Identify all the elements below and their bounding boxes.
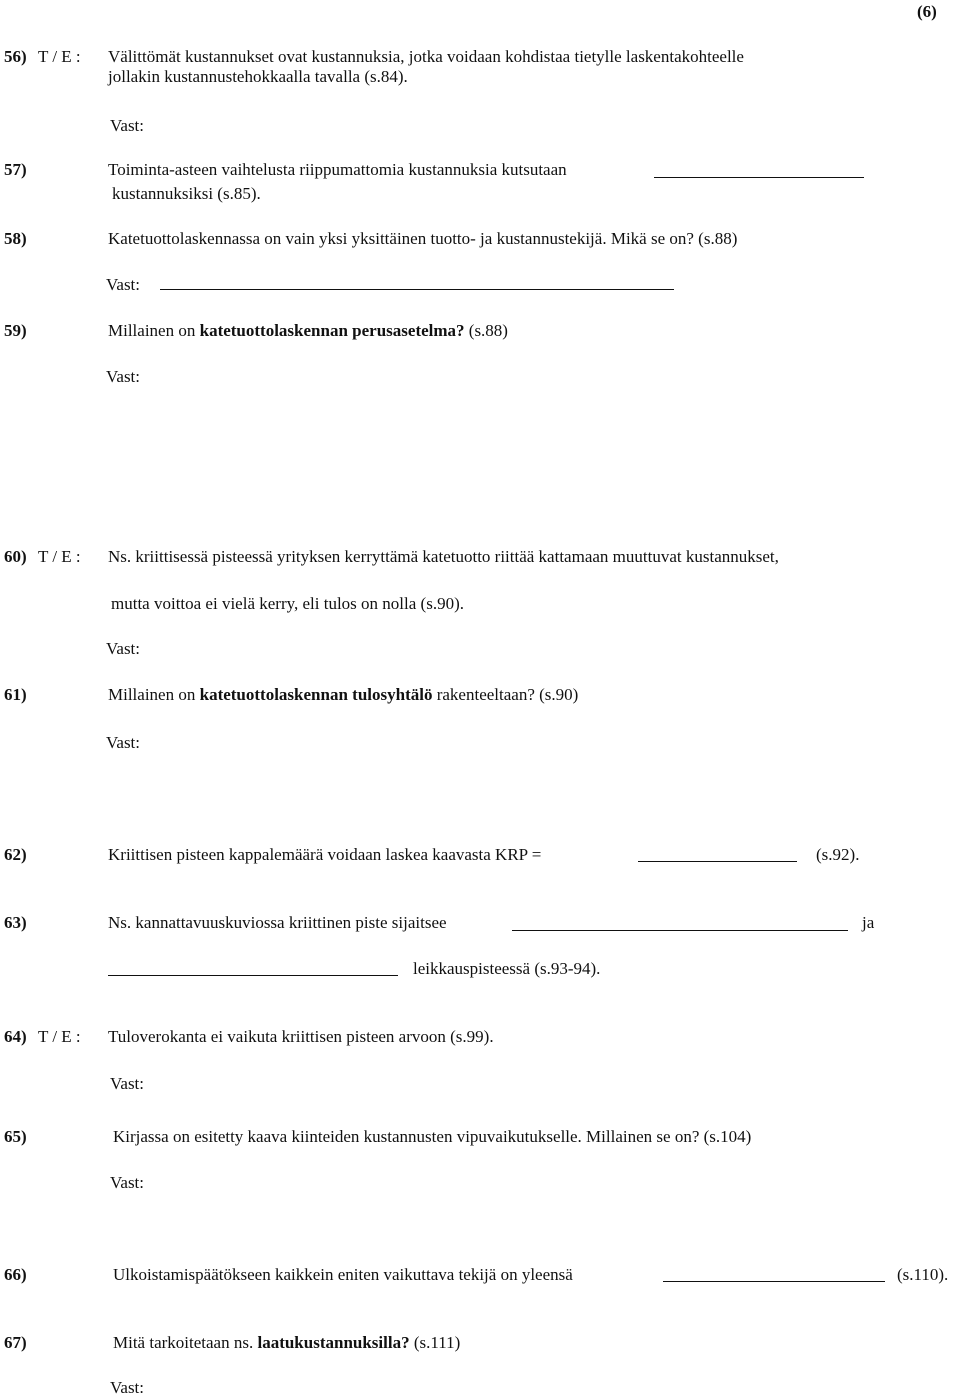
question-number: 57) (4, 160, 27, 179)
question-text: Millainen on katetuottolaskennan perusasetelma? (s.88) (108, 321, 508, 340)
true-false-marker: T / E : (38, 1027, 81, 1046)
question-number: 60) (4, 547, 27, 566)
question-text-line1: Toiminta-asteen vaihtelusta riippumattomia kustannuksia kutsutaan (108, 160, 567, 179)
question-text: Kriittisen pisteen kappalemäärä voidaan laskea kaavasta KRP = (108, 845, 542, 864)
page-number: (6) (917, 2, 937, 21)
question-text-line1: Ns. kriittisessä pisteessä yrityksen kerryttämä katetuotto riittää kattamaan muuttuvat kustannukset, (108, 547, 779, 566)
answer-label: Vast: (106, 275, 140, 294)
question-bold-term: katetuottolaskennan perusasetelma? (199, 321, 465, 340)
answer-label: Vast: (106, 367, 140, 386)
question-text: Katetuottolaskennassa on vain yksi yksittäinen tuotto- ja kustannustekijä. Mikä se on? (s.88) (108, 229, 738, 248)
answer-label: Vast: (106, 639, 140, 658)
answer-blank[interactable] (654, 177, 864, 178)
question-text: Ns. kannattavuuskuviossa kriittinen piste sijaitsee (108, 913, 447, 932)
answer-blank[interactable] (638, 861, 797, 862)
page-reference: (s.110). (897, 1265, 949, 1284)
question-text-line2: leikkauspisteessä (s.93-94). (413, 959, 601, 978)
question-text-line2: kustannuksiksi (s.85). (112, 184, 261, 203)
question-number: 58) (4, 229, 27, 248)
question-number: 66) (4, 1265, 27, 1284)
question-text-line1: Välittömät kustannukset ovat kustannuksia, jotka voidaan kohdistaa tietylle laskentakohteelle (108, 47, 744, 66)
answer-label: Vast: (106, 733, 140, 752)
question-number: 64) (4, 1027, 27, 1046)
answer-blank[interactable] (108, 975, 398, 976)
question-number: 63) (4, 913, 27, 932)
question-number: 59) (4, 321, 27, 340)
question-number: 65) (4, 1127, 27, 1146)
question-number: 56) (4, 47, 27, 66)
question-number: 62) (4, 845, 27, 864)
question-bold-term: katetuottolaskennan tulosyhtälö (199, 685, 433, 704)
answer-label: Vast: (110, 1074, 144, 1093)
question-number: 67) (4, 1333, 27, 1352)
question-text-line2: jollakin kustannustehokkaalla tavalla (s.84). (108, 67, 408, 86)
question-text: Ulkoistamispäätökseen kaikkein eniten vaikuttava tekijä on yleensä (113, 1265, 573, 1284)
page-reference: (s.92). (816, 845, 860, 864)
answer-label: Vast: (110, 1173, 144, 1192)
answer-label: Vast: (110, 116, 144, 135)
answer-blank[interactable] (663, 1281, 885, 1282)
question-text: Millainen on katetuottolaskennan tulosyhtälö rakenteeltaan? (s.90) (108, 685, 579, 704)
true-false-marker: T / E : (38, 47, 81, 66)
question-text-line2: mutta voittoa ei vielä kerry, eli tulos on nolla (s.90). (111, 594, 464, 613)
question-bold-term: laatukustannuksilla? (257, 1333, 410, 1352)
answer-label: Vast: (110, 1378, 144, 1397)
question-number: 61) (4, 685, 27, 704)
answer-blank[interactable] (512, 930, 848, 931)
question-text-ja: ja (862, 913, 875, 932)
question-text: Kirjassa on esitetty kaava kiinteiden kustannusten vipuvaikutukselle. Millainen se on? (s.104) (113, 1127, 752, 1146)
answer-blank[interactable] (160, 289, 674, 290)
question-text: Mitä tarkoitetaan ns. laatukustannuksilla? (s.111) (113, 1333, 461, 1352)
question-text: Tuloverokanta ei vaikuta kriittisen pisteen arvoon (s.99). (108, 1027, 494, 1046)
true-false-marker: T / E : (38, 547, 81, 566)
